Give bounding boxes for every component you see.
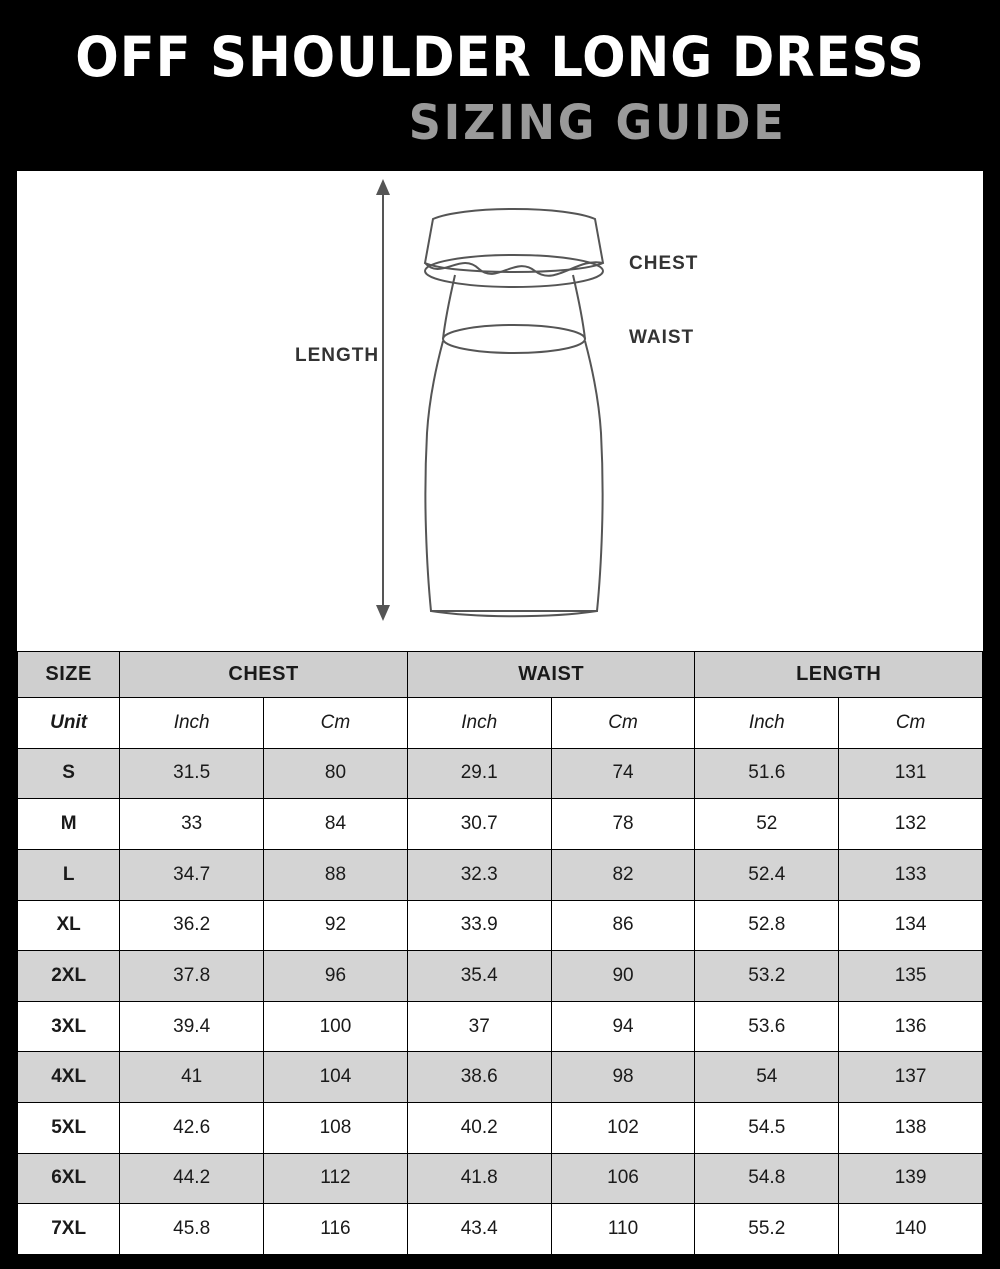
row-size: L (18, 849, 120, 900)
unit-length-cm: Cm (839, 698, 983, 749)
row-waist-cm: 74 (551, 748, 695, 799)
table-row (18, 900, 983, 951)
row-waist-cm: 78 (551, 799, 695, 850)
row-waist-inch: 29.1 (407, 748, 551, 799)
row-chest-cm: 88 (264, 849, 408, 900)
row-length-inch: 52.4 (695, 849, 839, 900)
row-chest-inch: 31.5 (120, 748, 264, 799)
row-waist-inch: 37 (407, 1001, 551, 1052)
length-arrow-icon (376, 179, 390, 621)
row-length-inch: 55.2 (695, 1204, 839, 1255)
length-label: LENGTH (295, 345, 380, 366)
row-chest-inch: 34.7 (120, 849, 264, 900)
unit-chest-cm: Cm (264, 698, 408, 749)
row-waist-inch: 32.3 (407, 849, 551, 900)
row-waist-cm: 82 (551, 849, 695, 900)
row-waist-inch: 40.2 (407, 1103, 551, 1154)
row-chest-cm: 108 (264, 1103, 408, 1154)
row-chest-cm: 112 (264, 1153, 408, 1204)
row-length-cm: 133 (839, 849, 983, 900)
row-size: 4XL (18, 1052, 120, 1103)
row-length-cm: 138 (839, 1103, 983, 1154)
table-row (18, 1153, 983, 1204)
row-chest-inch: 41 (120, 1052, 264, 1103)
row-length-inch: 51.6 (695, 748, 839, 799)
row-chest-inch: 33 (120, 799, 264, 850)
table-head (18, 652, 983, 698)
row-size: 6XL (18, 1153, 120, 1204)
row-size: XL (18, 900, 120, 951)
unit-label: Unit (18, 698, 120, 749)
row-size: 2XL (18, 951, 120, 1002)
row-length-inch: 53.2 (695, 951, 839, 1002)
size-table (17, 651, 983, 1255)
row-waist-inch: 35.4 (407, 951, 551, 1002)
row-length-inch: 54 (695, 1052, 839, 1103)
row-length-cm: 139 (839, 1153, 983, 1204)
row-length-inch: 52 (695, 799, 839, 850)
row-length-cm: 137 (839, 1052, 983, 1103)
table-row (18, 748, 983, 799)
row-length-inch: 54.8 (695, 1153, 839, 1204)
row-waist-cm: 102 (551, 1103, 695, 1154)
row-size: 3XL (18, 1001, 120, 1052)
unit-row (18, 698, 983, 749)
row-chest-inch: 44.2 (120, 1153, 264, 1204)
header (0, 0, 1000, 171)
table-row (18, 849, 983, 900)
row-chest-inch: 45.8 (120, 1204, 264, 1255)
row-chest-cm: 104 (264, 1052, 408, 1103)
table-row (18, 1052, 983, 1103)
row-chest-inch: 42.6 (120, 1103, 264, 1154)
unit-length-inch: Inch (695, 698, 839, 749)
row-chest-cm: 116 (264, 1204, 408, 1255)
page-title: OFF SHOULDER LONG DRESS (75, 25, 925, 89)
row-length-cm: 136 (839, 1001, 983, 1052)
table-row (18, 1204, 983, 1255)
row-waist-inch: 38.6 (407, 1052, 551, 1103)
row-waist-cm: 106 (551, 1153, 695, 1204)
row-chest-cm: 92 (264, 900, 408, 951)
header-waist: WAIST (407, 652, 695, 698)
row-length-inch: 54.5 (695, 1103, 839, 1154)
row-chest-inch: 37.8 (120, 951, 264, 1002)
table-row (18, 1001, 983, 1052)
row-length-cm: 135 (839, 951, 983, 1002)
header-chest: CHEST (120, 652, 408, 698)
row-waist-cm: 90 (551, 951, 695, 1002)
row-size: 7XL (18, 1204, 120, 1255)
page-subtitle: SIZING GUIDE (408, 95, 787, 151)
unit-waist-cm: Cm (551, 698, 695, 749)
row-length-cm: 134 (839, 900, 983, 951)
table-row (18, 1103, 983, 1154)
dress-diagram (17, 171, 983, 651)
row-chest-cm: 96 (264, 951, 408, 1002)
waist-label: WAIST (629, 327, 695, 348)
row-waist-cm: 86 (551, 900, 695, 951)
unit-waist-inch: Inch (407, 698, 551, 749)
header-length: LENGTH (695, 652, 983, 698)
table-body (18, 698, 983, 1255)
row-chest-cm: 84 (264, 799, 408, 850)
row-size: M (18, 799, 120, 850)
row-waist-inch: 33.9 (407, 900, 551, 951)
unit-chest-inch: Inch (120, 698, 264, 749)
row-chest-inch: 39.4 (120, 1001, 264, 1052)
row-waist-inch: 30.7 (407, 799, 551, 850)
row-length-inch: 53.6 (695, 1001, 839, 1052)
row-waist-inch: 43.4 (407, 1204, 551, 1255)
row-waist-cm: 98 (551, 1052, 695, 1103)
header-size: SIZE (18, 652, 120, 698)
dress-illustration-svg (17, 171, 983, 651)
row-chest-cm: 100 (264, 1001, 408, 1052)
table-row (18, 799, 983, 850)
row-length-cm: 132 (839, 799, 983, 850)
row-size: S (18, 748, 120, 799)
size-table-wrap (17, 651, 983, 1255)
row-waist-inch: 41.8 (407, 1153, 551, 1204)
row-chest-cm: 80 (264, 748, 408, 799)
table-row (18, 951, 983, 1002)
row-length-cm: 131 (839, 748, 983, 799)
row-waist-cm: 94 (551, 1001, 695, 1052)
row-size: 5XL (18, 1103, 120, 1154)
chest-label: CHEST (629, 253, 699, 274)
row-length-cm: 140 (839, 1204, 983, 1255)
row-length-inch: 52.8 (695, 900, 839, 951)
table-header-row (18, 652, 983, 698)
row-waist-cm: 110 (551, 1204, 695, 1255)
row-chest-inch: 36.2 (120, 900, 264, 951)
